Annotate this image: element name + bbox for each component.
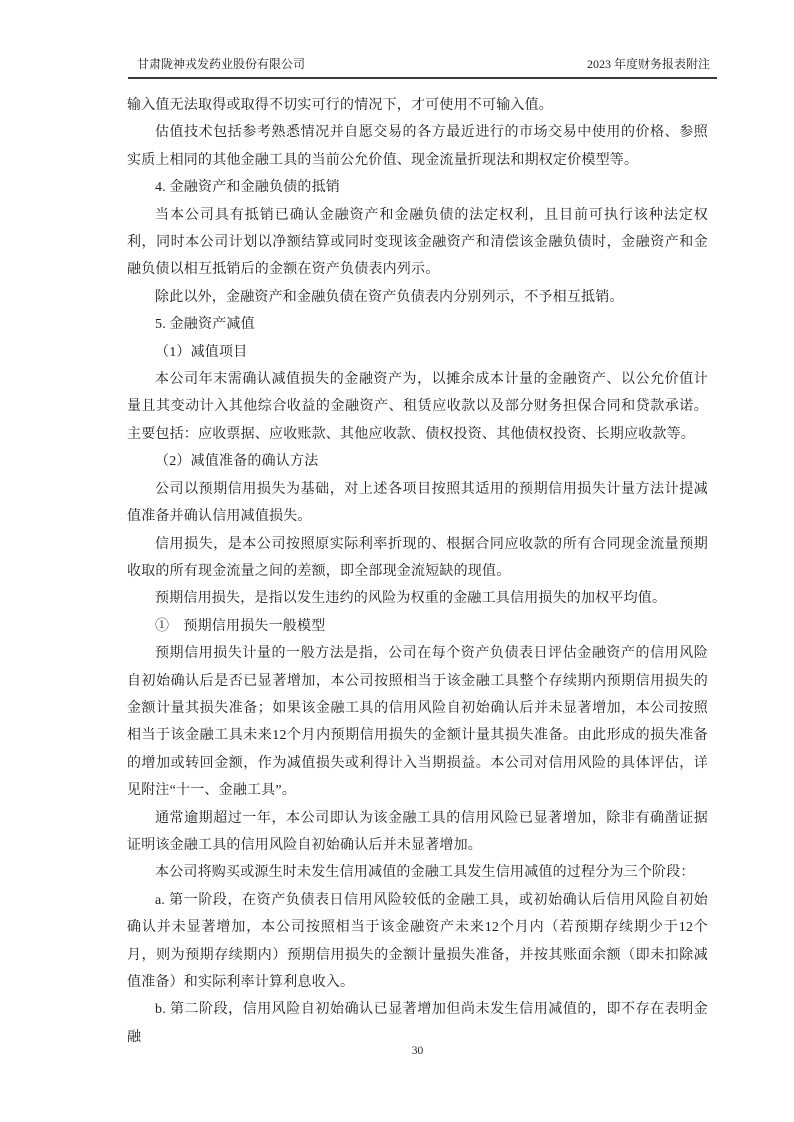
header-company-name: 甘肃陇神戎发药业股份有限公司 <box>137 57 306 71</box>
paragraph: 估值技术包括参考熟悉情况并自愿交易的各方最近进行的市场交易中使用的价格、参照实质上相同的其他金融工具的当前公允价值、现金流量折现法和期权定价模型等。 <box>127 125 708 168</box>
header-doc-title: 2023 年度财务报表附注 <box>586 57 710 71</box>
header-rule <box>128 77 717 79</box>
paragraph: （2）减值准备的确认方法 <box>155 454 319 470</box>
paragraph: 信用损失，是本公司按照原实际利率折现的、根据合同应收款的所有合同现金流量预期收取的所有现金流量之间的差额，即全部现金流短缺的现值。 <box>127 536 708 579</box>
paragraph: 公司以预期信用损失为基础，对上述各项目按照其适用的预期信用损失计量方法计提减值准备并确认信用减值损失。 <box>127 481 708 525</box>
paragraph: 当本公司具有抵销已确认金融资产和金融负债的法定权利，且目前可执行该种法定权利，同时本公司计划以净额结算或同时变现该金融资产和清偿该金融负债时，金融资产和金融负债以相互抵销后的金额在资产负债表内列示。 <box>127 207 708 278</box>
page-footer <box>127 1045 708 1057</box>
page-header <box>137 56 710 72</box>
paragraph: 本公司将购买或源生时未发生信用减值的金融工具发生信用减值的过程分为三个阶段： <box>155 865 695 881</box>
paragraph: 本公司年末需确认减值损失的金融资产为，以摊余成本计量的金融资产、以公允价值计量且其变动计入其他综合收益的金融资产、租赁应收款以及部分财务担保合同和贷款承诺。主要包括：应收票据、应收账款、其他应收款、债权投资、其他债权投资、长期应收款等。 <box>127 372 708 442</box>
paragraph: 预期信用损失计量的一般方法是指，公司在每个资产负债表日评估金融资产的信用风险自初始确认后是否已显著增加，本公司按照相当于该金融工具整个存续期内预期信用损失的金额计量其损失准备；如果该金融工具的信用风险自初始确认后并未显著增加，本公司按照相当于该金融工具未来12个月内预期信用损失的金额计量其损失准备。由此形成的损失准备的增加或转回金额，作为减值损失或利得计入当期损益。本公司对信用风险的具体评估，详见附注“十一、金融工具”。 <box>127 646 708 799</box>
paragraph: 输入值无法取得或取得不切实可行的情况下，才可使用不可输入值。 <box>127 98 553 113</box>
paragraph: 通常逾期超过一年，本公司即认为该金融工具的信用风险已显著增加，除非有确凿证据证明该金融工具的信用风险自初始确认后并未显著增加。 <box>127 810 708 853</box>
document-body <box>127 92 708 1051</box>
paragraph: （1）减值项目 <box>155 344 248 360</box>
paragraph: 预期信用损失，是指以发生违约的风险为权重的金融工具信用损失的加权平均值。 <box>155 591 667 607</box>
paragraph: b. 第二阶段，信用风险自初始确认已显著增加但尚未发生信用减值的，即不存在表明金融 <box>127 1002 708 1045</box>
page-number: 30 <box>411 1045 424 1057</box>
paragraph: a. 第一阶段，在资产负债表日信用风险较低的金融工具，或初始确认后信用风险自初始确认并未显著增加，本公司按照相当于该金融资产未来12个月内（若预期存续期少于12个月，则为预期存续期内）预期信用损失的金额计量损失准备，并按其账面余额（即未扣除减值准备）和实际利率计算利息收入。 <box>127 892 708 990</box>
paragraph: ① 预期信用损失一般模型 <box>155 618 326 634</box>
paragraph: 5. 金融资产减值 <box>155 317 255 333</box>
paragraph: 4. 金融资产和金融负债的抵销 <box>155 180 340 196</box>
paragraph: 除此以外，金融资产和金融负债在资产负债表内分别列示，不予相互抵销。 <box>155 289 624 305</box>
